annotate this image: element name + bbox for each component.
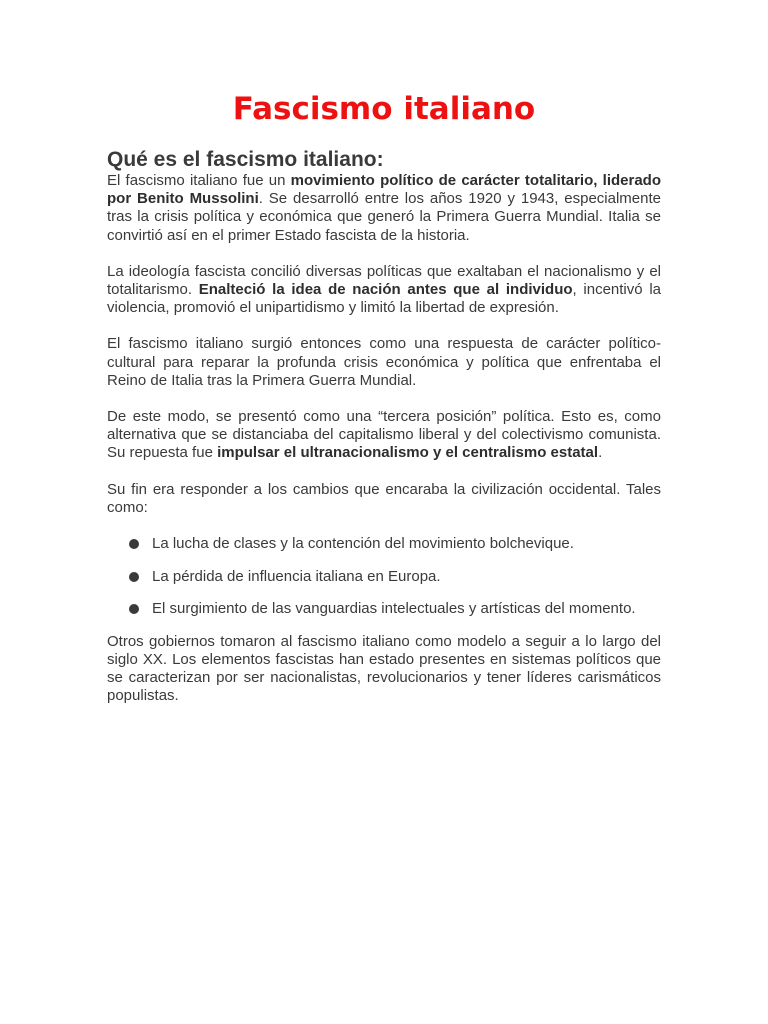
list-item-text: El surgimiento de las vanguardias intelectuales y artísticas del momento.	[152, 600, 636, 618]
list-item-text: La lucha de clases y la contención del movimiento bolchevique.	[152, 535, 574, 553]
bullet-icon	[129, 604, 139, 614]
paragraph-4-text-b: .	[598, 444, 603, 462]
paragraph-1-text-b: . Se desarrolló entre los años 1920 y 1943, especialmente tras la crisis política y económica que generó la Primera Guerra Mundial. Italia se convirtió así en el primer Estado fascista de la historia.	[107, 190, 661, 244]
paragraph-3	[107, 335, 661, 390]
document-page	[107, 88, 661, 723]
paragraph-3-text: El fascismo italiano surgió entonces como una respuesta de carácter político-cultural para reparar la profunda crisis económica y política que enfrentaba el Reino de Italia tras la Primera Guerra Mundial.	[107, 335, 661, 389]
list-item	[129, 535, 661, 553]
paragraph-1-bold: movimiento político de carácter totalitario, liderado por Benito Mussolini	[107, 172, 661, 208]
paragraph-4	[107, 408, 661, 463]
paragraph-5	[107, 481, 661, 517]
section-heading: Qué es el fascismo italiano:	[107, 148, 384, 171]
paragraph-2	[107, 263, 661, 318]
paragraph-2-bold: Enalteció la idea de nación antes que al individuo	[198, 281, 573, 299]
bullet-list	[107, 535, 661, 618]
paragraph-2-text-a: La ideología fascista concilió diversas políticas que exaltaban el nacionalismo y el totalitarismo.	[107, 262, 661, 299]
list-item	[129, 600, 661, 618]
list-item-text: La pérdida de influencia italiana en Europa.	[152, 567, 441, 585]
paragraph-6	[107, 633, 661, 706]
bullet-icon	[129, 539, 139, 549]
paragraph-2-text-b: , incentivó la violencia, promovió el unipartidismo y limitó la libertad de expresión.	[107, 281, 661, 317]
bullet-icon	[129, 572, 139, 582]
paragraph-4-text-a: De este modo, se presentó como una “tercera posición” política. Esto es, como alternativa que se distanciaba del capitalismo liberal y del colectivismo comunista. Su repuesta fue	[107, 408, 661, 462]
paragraph-1	[107, 172, 661, 245]
paragraph-6-text: Otros gobiernos tomaron al fascismo italiano como modelo a seguir a lo largo del siglo XX. Los elementos fascistas han estado presentes en sistemas políticos que se caracterizan por ser nacionalistas, revolucionarios y tener líderes carismáticos populistas.	[107, 632, 661, 705]
list-item	[129, 568, 661, 586]
page-title: Fascismo italiano	[232, 91, 536, 127]
paragraph-1-text-a: El fascismo italiano fue un	[107, 172, 291, 189]
paragraph-5-text: Su fin era responder a los cambios que encaraba la civilización occidental. Tales como:	[107, 480, 661, 516]
paragraph-4-bold: impulsar el ultranacionalismo y el centralismo estatal	[217, 444, 599, 462]
